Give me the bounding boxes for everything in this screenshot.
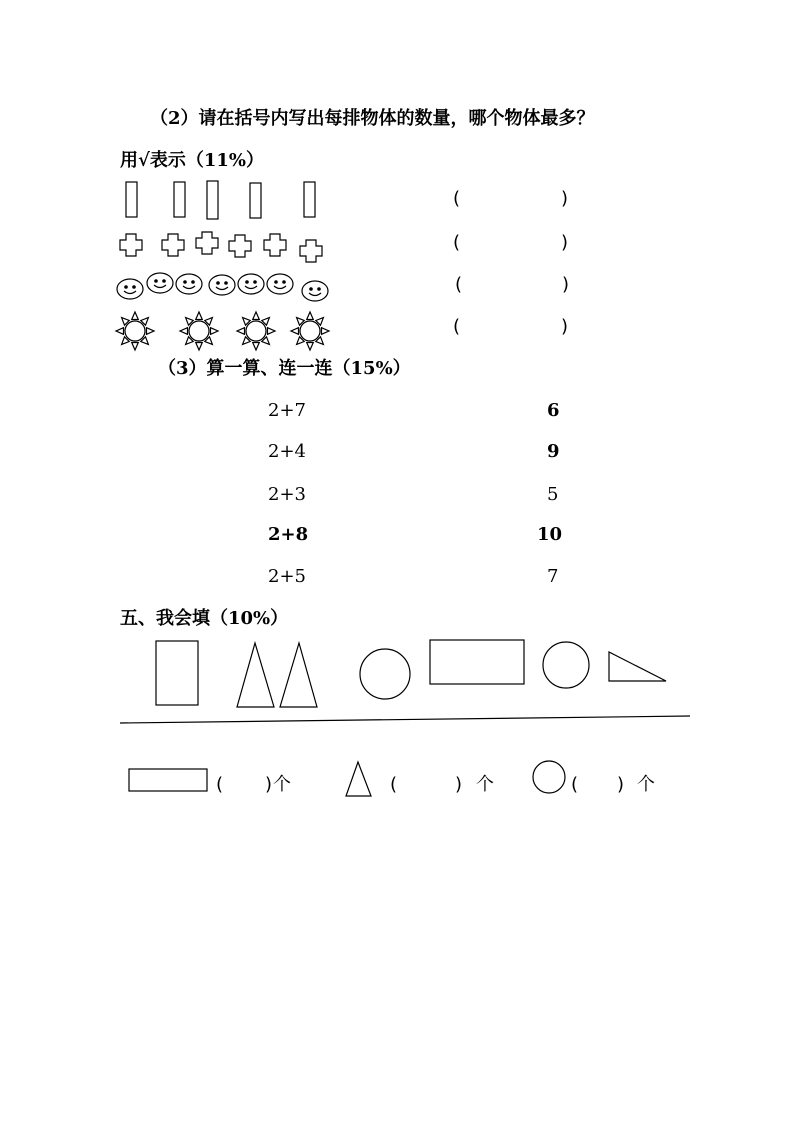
triangle-icon bbox=[346, 762, 371, 796]
sun-row bbox=[116, 312, 329, 350]
rectangle-icon bbox=[207, 181, 218, 219]
unit-label: 个 bbox=[476, 774, 494, 795]
smiley-face-icon bbox=[238, 274, 264, 294]
unit-label: 个 bbox=[273, 774, 291, 795]
cross-icon bbox=[162, 234, 184, 256]
equation-left: 2+8 bbox=[268, 524, 309, 545]
circle-shape bbox=[360, 649, 410, 699]
cross-icon bbox=[196, 232, 218, 254]
rectangle-icon bbox=[250, 183, 261, 218]
section-2-instruction: 用√表示（11%） bbox=[120, 150, 264, 171]
rectangle-icon bbox=[126, 182, 137, 217]
smiley-face-icon bbox=[209, 275, 235, 295]
cross-icon bbox=[264, 234, 286, 256]
answer-right: 9 bbox=[547, 441, 560, 462]
answer-paren-open: ( bbox=[216, 774, 224, 795]
answer-paren-close: ) bbox=[265, 774, 273, 795]
rectangle-icon bbox=[304, 182, 315, 217]
cross-icon bbox=[229, 235, 251, 257]
rectangle-row bbox=[126, 181, 315, 219]
sun-icon bbox=[291, 312, 329, 350]
section-3-title: （3）算一算、连一连（15%） bbox=[158, 358, 411, 379]
unit-label: 个 bbox=[637, 774, 655, 795]
answer-paren-open: ( bbox=[453, 188, 461, 209]
rectangle-icon bbox=[129, 769, 207, 791]
cross-icon bbox=[300, 240, 322, 262]
section-2-title: （2）请在括号内写出每排物体的数量，哪个物体最多？ bbox=[150, 108, 595, 129]
sun-icon bbox=[116, 312, 154, 350]
smiley-face-icon bbox=[176, 274, 202, 294]
answer-paren-open: ( bbox=[571, 774, 579, 795]
wide-rectangle-shape bbox=[430, 640, 524, 684]
answer-paren-close: ) bbox=[561, 232, 569, 253]
cross-row bbox=[120, 232, 322, 262]
answer-right: 6 bbox=[547, 400, 560, 421]
answer-paren-close: ) bbox=[455, 774, 463, 795]
smiley-row bbox=[117, 273, 328, 301]
answer-paren-close: ) bbox=[561, 316, 569, 337]
circle-shape bbox=[543, 642, 589, 688]
section-5-title: 五、我会填（10%） bbox=[120, 608, 289, 629]
triangle-shape bbox=[280, 643, 317, 707]
answer-paren-open: ( bbox=[390, 774, 398, 795]
divider-line bbox=[120, 716, 690, 723]
answer-paren-open: ( bbox=[455, 274, 463, 295]
smiley-face-icon bbox=[117, 279, 143, 299]
equation-left: 2+7 bbox=[268, 400, 306, 421]
answer-paren-close: ) bbox=[562, 274, 570, 295]
smiley-face-icon bbox=[267, 274, 293, 294]
tall-rectangle-shape bbox=[156, 641, 198, 705]
sun-icon bbox=[180, 312, 218, 350]
equation-left: 2+3 bbox=[268, 484, 306, 505]
right-triangle-shape bbox=[609, 652, 666, 681]
smiley-face-icon bbox=[147, 273, 173, 293]
equation-left: 2+4 bbox=[268, 441, 306, 462]
answer-right: 5 bbox=[547, 484, 559, 505]
answer-right: 10 bbox=[537, 524, 563, 545]
rectangle-icon bbox=[174, 182, 185, 217]
triangle-shape bbox=[237, 643, 274, 707]
equation-left: 2+5 bbox=[268, 566, 306, 587]
answer-paren-close: ) bbox=[617, 774, 625, 795]
answer-paren-close: ) bbox=[561, 188, 569, 209]
sun-icon bbox=[237, 312, 275, 350]
answer-right: 7 bbox=[547, 566, 559, 587]
answer-paren-open: ( bbox=[453, 232, 461, 253]
answer-paren-open: ( bbox=[453, 316, 461, 337]
circle-icon bbox=[533, 761, 565, 793]
cross-icon bbox=[120, 234, 142, 256]
smiley-face-icon bbox=[302, 281, 328, 301]
